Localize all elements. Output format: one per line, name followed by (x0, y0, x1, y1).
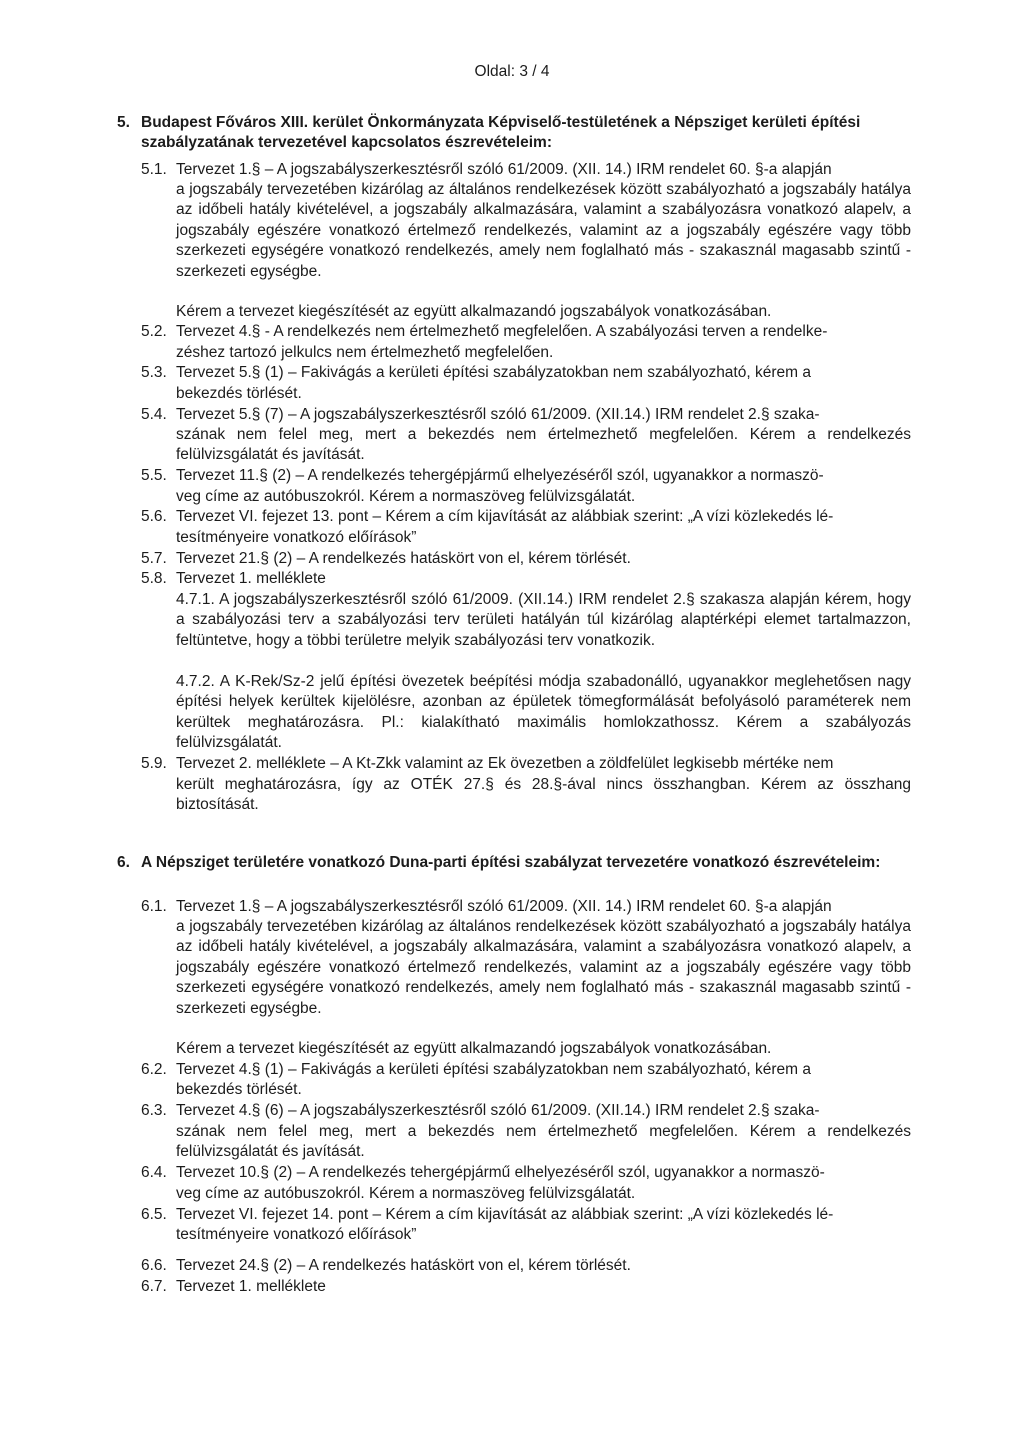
item-number: 5.8. (141, 570, 167, 587)
item-5-9 (141, 754, 911, 774)
item-number: 5.4. (141, 406, 167, 423)
item-heading: Tervezet VI. fejezet 14. pont – Kérem a cím kijavítását az alábbiak szerint: „A vízi közlekedés lé- (176, 1206, 834, 1223)
item-6-3 (141, 1101, 911, 1121)
item-5-7 (141, 549, 911, 569)
item-number: 6.7. (141, 1278, 167, 1295)
item-5-6 (141, 507, 911, 527)
item-number: 5.6. (141, 508, 167, 525)
subitem-4-7-1: 4.7.1. A jogszabályszerkesztésről szóló 61/2009. (XII.14.) IRM rendelet 2.§ szakasza alapján kérem, hogy a szabályozási terv a szabályozási terv területi hatályán túl kizárólag alaptérképi elemet tartalmazzon, feltüntetve, hogy a többi területre melyik szabályozási terv vonatkozik. (176, 591, 911, 649)
item-heading: Tervezet 24.§ (2) – A rendelkezés hatáskört von el, kérem törlését. (176, 1257, 631, 1274)
item-number: 6.6. (141, 1257, 167, 1274)
item-heading: Tervezet 4.§ (6) – A jogszabályszerkesztésről szóló 61/2009. (XII.14.) IRM rendelet 2.§ szaka- (176, 1102, 820, 1119)
item-5-9-body: került meghatározásra, így az OTÉK 27.§ és 28.§-ával nincs összhangban. Kérem az összhang biztosítását. (176, 776, 911, 814)
item-number: 6.1. (141, 898, 167, 915)
section-6-number: 6. (117, 854, 130, 871)
item-6-4-body: veg címe az autóbuszokról. Kérem a normaszöveg felülvizsgálatát. (176, 1185, 636, 1202)
item-5-1-body: a jogszabály tervezetében kizárólag az általános rendelkezések között szabályozható a jogszabály hatálya az időbeli hatály kivételével, a jogszabály alkalmazására, valamint a szabályozásra vonatkozó alapelv, a jogszabály egészére vonatkozó értelmező rendelkezés, valamint az a jogszabály egészére vagy több szerkezeti egységére vonatkozó rendelkezés, amely nem foglalható más - szakasznál magasabb szintű - szerkezeti egységbe. (176, 181, 911, 280)
item-number: 5.1. (141, 161, 167, 178)
item-5-4 (141, 405, 911, 425)
item-number: 5.5. (141, 467, 167, 484)
item-heading: Tervezet 11.§ (2) – A rendelkezés tehergépjármű elhelyezéséről szól, ugyanakkor a normaszö- (176, 467, 824, 484)
item-6-2 (141, 1060, 911, 1080)
item-5-4-body: szának nem felel meg, mert a bekezdés nem értelmezhető megfelelően. Kérem a rendelkezés felülvizsgálatát és javítását. (176, 426, 911, 464)
item-number: 6.5. (141, 1206, 167, 1223)
subitem-4-7-2: 4.7.2. A K-Rek/Sz-2 jelű építési övezetek beépítési módja szabadonálló, ugyanakkor meglehetősen nagy építési helyek kerültek kijelölésre, azonban az épületek tömegformálását befolyásoló paraméterek nem kerültek meghatározásra. Pl.: kialakítható maximális homlokzathossz. Kérem a szabályozás felülvizsgálatát. (176, 673, 911, 752)
item-6-5 (141, 1205, 911, 1225)
page-number: Oldal: 3 / 4 (474, 63, 550, 80)
item-6-6 (141, 1256, 911, 1276)
item-5-5 (141, 466, 911, 486)
item-heading: Tervezet 1.§ – A jogszabályszerkesztésről szóló 61/2009. (XII. 14.) IRM rendelet 60. §-a alapján (176, 898, 832, 915)
item-heading: Tervezet VI. fejezet 13. pont – Kérem a cím kijavítását az alábbiak szerint: „A vízi közlekedés lé- (176, 508, 834, 525)
item-5-1 (141, 160, 911, 180)
item-heading: Tervezet 4.§ (1) – Fakivágás a kerületi építési szabályzatokban nem szabályozható, kérem a (176, 1061, 811, 1078)
item-number: 6.3. (141, 1102, 167, 1119)
item-heading: Tervezet 1. melléklete (176, 570, 326, 587)
item-number: 5.7. (141, 550, 167, 567)
item-5-3 (141, 363, 911, 383)
item-6-5-body: tesítményeire vonatkozó előírások” (176, 1226, 417, 1243)
item-heading: Tervezet 5.§ (1) – Fakivágás a kerületi építési szabályzatokban nem szabályozható, kérem a (176, 364, 811, 381)
item-heading: Tervezet 4.§ - A rendelkezés nem értelmezhető megfelelően. A szabályozási terven a rendelke- (176, 323, 828, 340)
item-5-8 (141, 569, 911, 589)
item-number: 6.4. (141, 1164, 167, 1181)
item-5-2 (141, 322, 911, 342)
item-6-1-body: a jogszabály tervezetében kizárólag az általános rendelkezések között szabályozható a jogszabály hatálya az időbeli hatály kivételével, a jogszabály alkalmazására, valamint a szabályozásra vonatkozó alapelv, a jogszabály egészére vonatkozó értelmező rendelkezés, valamint az a jogszabály egészére vagy több szerkezeti egységére vonatkozó rendelkezés, amely nem foglalható más - szakasznál magasabb szintű - szerkezeti egységbe. (176, 918, 911, 1017)
item-number: 5.2. (141, 323, 167, 340)
item-5-6-body: tesítményeire vonatkozó előírások” (176, 529, 417, 546)
item-number: 5.9. (141, 755, 167, 772)
section-5-title: Budapest Főváros XIII. kerület Önkormányzata Képviselő-testületének a Népsziget kerületi építési szabályzatának tervezetével kapcsolatos észrevételeim: (141, 114, 861, 151)
section-6-title: A Népsziget területére vonatkozó Duna-parti építési szabályzat tervezetére vonatkozó észrevételeim: (141, 854, 881, 871)
item-6-1 (141, 897, 911, 917)
item-6-4 (141, 1163, 911, 1183)
item-6-2-body: bekezdés törlését. (176, 1081, 302, 1098)
item-number: 6.2. (141, 1061, 167, 1078)
item-heading: Tervezet 21.§ (2) – A rendelkezés hatáskört von el, kérem törlését. (176, 550, 631, 567)
item-6-3-body: szának nem felel meg, mert a bekezdés nem értelmezhető megfelelően. Kérem a rendelkezés felülvizsgálatát és javítását. (176, 1123, 911, 1161)
item-5-1-request: Kérem a tervezet kiegészítését az együtt alkalmazandó jogszabályok vonatkozásában. (176, 303, 772, 320)
item-5-2-body: zéshez tartozó jelkulcs nem értelmezhető megfelelően. (176, 344, 554, 361)
item-6-7 (141, 1277, 911, 1297)
item-6-1-request: Kérem a tervezet kiegészítését az együtt alkalmazandó jogszabályok vonatkozásában. (176, 1040, 772, 1057)
item-heading: Tervezet 1.§ – A jogszabályszerkesztésről szóló 61/2009. (XII. 14.) IRM rendelet 60. §-a alapján (176, 161, 832, 178)
item-number: 5.3. (141, 364, 167, 381)
item-heading: Tervezet 10.§ (2) – A rendelkezés tehergépjármű elhelyezéséről szól, ugyanakkor a normaszö- (176, 1164, 825, 1181)
item-heading: Tervezet 2. melléklete – A Kt-Zkk valamint az Ek övezetben a zöldfelület legkisebb mértéke nem (176, 755, 834, 772)
item-heading: Tervezet 5.§ (7) – A jogszabályszerkesztésről szóló 61/2009. (XII.14.) IRM rendelet 2.§ szaka- (176, 406, 820, 423)
item-5-5-body: veg címe az autóbuszokról. Kérem a normaszöveg felülvizsgálatát. (176, 488, 636, 505)
section-5-number: 5. (117, 114, 130, 131)
item-heading: Tervezet 1. melléklete (176, 1278, 326, 1295)
item-5-3-body: bekezdés törlését. (176, 385, 302, 402)
